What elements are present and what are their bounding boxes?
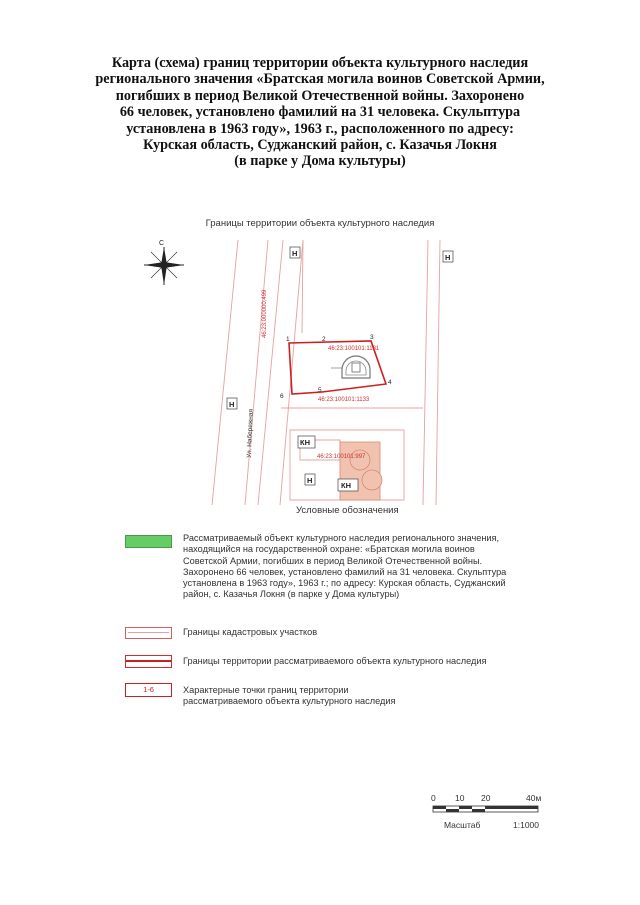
point-number: 2 [322,336,326,343]
parcel-label-south: 46:23:100101:1133 [318,397,370,403]
scale-tick: 40м [526,793,542,803]
parcel-label-west: 46:23:000000:499 [262,289,268,338]
cadastral-lines [212,240,440,505]
legend-text-territory: Границы территории рассматриваемого объекта культурного наследия [183,656,487,666]
scale-ratio: 1:1000 [513,820,539,830]
parcel-label-lower: 46:23:100101:997 [317,454,366,460]
legend-heading: Условные обозначения [296,505,399,516]
legend-text-heritage-object [183,533,506,601]
scale-bar [433,806,538,812]
scale-tick: 20 [481,793,491,803]
zone-label-kn: КН [341,481,351,490]
point-number: 3 [370,334,374,341]
zone-label-n: Н [229,400,235,409]
title-line: установлена в 1963 году», 1963 г., расположенного по адресу: [126,120,514,137]
title-line: (в парке у Дома культуры) [234,153,406,170]
legend-text-cadastral: Границы кадастровых участков [183,627,318,637]
north-arrow-icon [144,247,184,285]
title-line: погибших в период Великой Отечественной войны. Захоронено [115,87,525,104]
legend-line: Советской Армии, погибших в период Великой Отечественной войны. [183,555,483,566]
zone-label-kn: КН [300,438,310,447]
zone-label-n: Н [307,476,313,485]
legend-swatch-territory [125,655,172,668]
point-number: 1 [286,336,290,343]
legend-line: район, с. Казачья Локня (в парке у Дома культуры) [183,589,400,600]
legend-swatch-points: 1-6 [125,683,172,697]
legend-line: рассматриваемого объекта культурного наследия [183,696,396,707]
scale-tick: 10 [455,793,465,803]
title-line: Карта (схема) границ территории объекта культурного наследия [111,55,529,71]
zone-label-n: Н [445,253,451,262]
scale-tick: 0 [431,793,436,803]
point-number: 4 [388,379,392,386]
scale-label: Масштаб [444,820,481,830]
parcel-label-main: 46:23:100101:1131 [328,346,380,352]
point-number: 6 [280,393,284,400]
legend-line: Характерные точки границ территории [183,685,349,695]
zone-label-n: Н [292,249,298,258]
legend-line: Рассматриваемый объект культурного наследия регионального значения, [183,533,500,543]
title-line: Курская область, Суджанский район, с. Казачья Локня [143,137,497,154]
legend-swatch-heritage-object [125,535,172,548]
north-letter: С [159,240,165,247]
legend-text-points [183,685,396,708]
monument-icon [331,356,370,378]
street-label: Ул. Набережная [246,408,255,459]
title-line: регионального значения «Братская могила воинов Советской Армии, [95,71,545,88]
point-number: 5 [318,387,322,394]
legend-swatch-cadastral [125,627,172,639]
legend-line: установлена в 1963 году», 1963 г.; по адресу: Курская область, Суджанский [183,578,506,589]
title-line: 66 человек, установлено фамилий на 31 человека. Скульптура [119,104,521,121]
map-heading: Границы территории объекта культурного наследия [205,218,435,229]
legend-line: находящийся на государственной охране: «Братская могила воинов [183,544,475,555]
legend-line: Захоронено 66 человек, установлено фамилий на 31 человека. Скульптура [183,566,507,577]
